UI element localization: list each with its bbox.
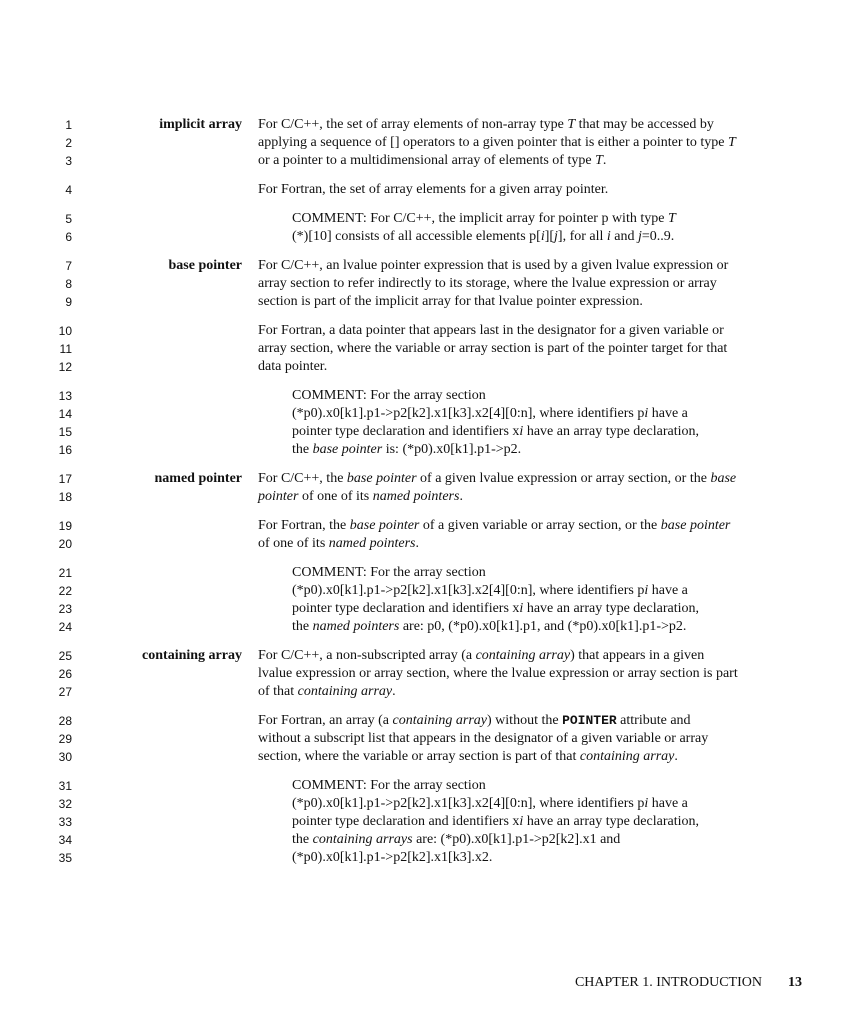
term-named-pointer: named pointer (154, 471, 242, 486)
definition-line: For C/C++, an lvalue pointer expression that is used by a given lvalue expression or (258, 258, 729, 273)
definition-line: array section, where the variable or array section is part of the pointer target for that (258, 341, 728, 356)
definition-line: array section to refer indirectly to its storage, where the lvalue expression or array (258, 276, 717, 291)
definition-line: lvalue expression or array section, where the lvalue expression or array section is part (258, 666, 738, 681)
pointer-keyword: POINTER (562, 713, 617, 728)
line-number: 30 (58, 750, 72, 764)
line-number: 4 (65, 183, 72, 197)
comment-line: the named pointers are: p0, (*p0).x0[k1].p1, and (*p0).x0[k1].p1->p2. (292, 619, 687, 634)
definition-line: applying a sequence of [] operators to a given pointer that is either a pointer to type T (258, 135, 736, 150)
definition-line: section, where the variable or array section is part of that containing array. (258, 749, 678, 764)
line-number: 16 (58, 443, 72, 457)
line-number: 34 (58, 833, 72, 847)
comment-line: COMMENT: For the array section (292, 388, 486, 403)
definition-line: For C/C++, a non-subscripted array (a containing array) that appears in a given (258, 648, 705, 663)
comment-line: (*)[10] consists of all accessible elements p[i][j], for all i and j=0..9. (292, 229, 675, 244)
definition-line: For Fortran, a data pointer that appears last in the designator for a given variable or (258, 323, 724, 338)
definition-line: For Fortran, the set of array elements for a given array pointer. (258, 182, 609, 197)
line-number: 1 (65, 118, 72, 132)
line-number: 31 (58, 779, 72, 793)
line-number: 5 (65, 212, 72, 226)
definition-line: For Fortran, the base pointer of a given variable or array section, or the base pointer (258, 518, 731, 533)
line-number: 26 (58, 667, 72, 681)
line-number: 10 (58, 324, 72, 338)
term-containing-array: containing array (142, 648, 242, 663)
definition-line: or a pointer to a multidimensional array of elements of type T. (258, 153, 607, 168)
line-number: 25 (58, 649, 72, 663)
line-number: 13 (58, 389, 72, 403)
line-number: 14 (58, 407, 72, 421)
line-number: 29 (58, 732, 72, 746)
comment-line: COMMENT: For the array section (292, 778, 486, 793)
comment-line: (*p0).x0[k1].p1->p2[k2].x1[k3].x2[4][0:n], where identifiers pi have a (292, 583, 688, 598)
line-number: 3 (65, 154, 72, 168)
comment-line: (*p0).x0[k1].p1->p2[k2].x1[k3].x2[4][0:n], where identifiers pi have a (292, 796, 688, 811)
line-number: 7 (65, 259, 72, 273)
comment-line: pointer type declaration and identifiers xi have an array type declaration, (292, 601, 699, 616)
definition-line: data pointer. (258, 359, 328, 374)
line-number: 35 (58, 851, 72, 865)
line-number: 8 (65, 277, 72, 291)
definition-line: without a subscript list that appears in the designator of a given variable or array (258, 731, 709, 746)
line-number: 32 (58, 797, 72, 811)
definition-line: For C/C++, the base pointer of a given lvalue expression or array section, or the base (258, 471, 737, 486)
line-number: 12 (58, 360, 72, 374)
comment-line: the base pointer is: (*p0).x0[k1].p1->p2. (292, 442, 522, 457)
line-number: 33 (58, 815, 72, 829)
line-number: 23 (58, 602, 72, 616)
line-number: 18 (58, 490, 72, 504)
line-number: 11 (59, 342, 72, 356)
line-number: 20 (58, 537, 72, 551)
line-number: 24 (58, 620, 72, 634)
comment-line: (*p0).x0[k1].p1->p2[k2].x1[k3].x2[4][0:n], where identifiers pi have a (292, 406, 688, 421)
line-number: 22 (58, 584, 72, 598)
line-number: 2 (65, 136, 72, 150)
comment-line: (*p0).x0[k1].p1->p2[k2].x1[k3].x2. (292, 850, 493, 865)
comment-line: pointer type declaration and identifiers xi have an array type declaration, (292, 424, 699, 439)
comment-line: COMMENT: For C/C++, the implicit array for pointer p with type T (292, 211, 676, 226)
term-base-pointer: base pointer (168, 258, 242, 273)
comment-line: COMMENT: For the array section (292, 565, 486, 580)
page-footer (575, 975, 802, 991)
line-number: 9 (65, 295, 72, 309)
line-number: 6 (65, 230, 72, 244)
line-number: 21 (58, 566, 72, 580)
definition-line: For Fortran, an array (a containing array) without the POINTER attribute and (258, 713, 691, 728)
definition-line: of one of its named pointers. (258, 536, 419, 551)
line-number: 27 (58, 685, 72, 699)
definition-line: section is part of the implicit array for that lvalue pointer expression. (258, 294, 643, 309)
comment-line: pointer type declaration and identifiers xi have an array type declaration, (292, 814, 699, 829)
definition-line: pointer of one of its named pointers. (258, 489, 463, 504)
definition-line: For C/C++, the set of array elements of non-array type T that may be accessed by (258, 117, 714, 132)
term-implicit-array: implicit array (159, 117, 242, 132)
comment-line: the containing arrays are: (*p0).x0[k1].p1->p2[k2].x1 and (292, 832, 621, 847)
line-number: 17 (58, 472, 72, 486)
definition-line: of that containing array. (258, 684, 396, 699)
chapter-title: CHAPTER 1. INTRODUCTION (574, 975, 762, 990)
page-number: 13 (788, 975, 802, 990)
line-number: 28 (58, 714, 72, 728)
line-number: 19 (58, 519, 72, 533)
line-number: 15 (58, 425, 72, 439)
